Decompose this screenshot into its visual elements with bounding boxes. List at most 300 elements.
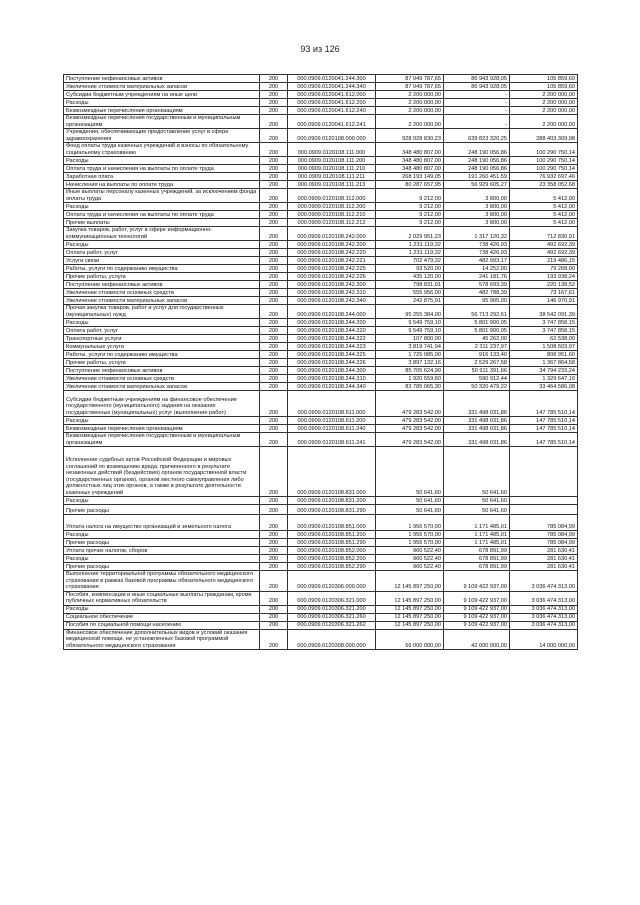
row-approved-amount: 85 705 624,90 [376,367,444,375]
row-approved-amount: 348 480 807,00 [376,165,444,173]
row-line-code: 200 [260,99,288,107]
row-line-code: 200 [260,375,288,383]
table-row [64,351,578,359]
row-line-code: 200 [260,227,288,241]
table-body [64,75,578,650]
row-executed-amount: 2 311 237,97 [444,343,510,351]
row-line-code: 200 [260,539,288,547]
row-classification-code: 000.0909.0120108.242.220 [288,249,376,257]
row-unexecuted-amount: 100 290 750,14 [510,157,578,165]
row-name: Прочие выплаты [64,219,260,227]
row-line-code: 200 [260,391,288,417]
row-line-code: 200 [260,257,288,265]
row-unexecuted-amount: 808 951,60 [510,351,578,359]
table-row [64,497,578,505]
row-name: Расходы [64,531,260,539]
row-classification-code: 000.0909.0120108.611.240 [288,425,376,433]
row-approved-amount: 479 283 542,00 [376,433,444,447]
row-approved-amount: 702 479,32 [376,257,444,265]
row-unexecuted-amount: 79 268,00 [510,265,578,273]
row-name: Безвозмездные перечисления организациям [64,425,260,433]
row-approved-amount: 3 897 132,16 [376,359,444,367]
row-line-code: 200 [260,555,288,563]
row-approved-amount: 555 956,00 [376,289,444,297]
table-row [64,391,578,417]
table-row [64,241,578,249]
row-line-code: 200 [260,629,288,650]
table-row [64,305,578,319]
row-line-code: 200 [260,281,288,289]
row-executed-amount: 191 260 451,59 [444,173,510,181]
row-unexecuted-amount: 785 084,99 [510,515,578,531]
row-classification-code: 000.0909.0120108.242.225 [288,265,376,273]
row-executed-amount: 56 713 292,61 [444,305,510,319]
table-row [64,143,578,157]
row-line-code: 200 [260,203,288,211]
row-classification-code: 000.0909.0120041.612.240 [288,107,376,115]
row-classification-code: 000.0909.0120108.244.000 [288,305,376,319]
row-name: Выполнение территориальной программы обязательного медицинского страхования в рамках базовой программы обязательного медицинского страхования [64,571,260,592]
row-executed-amount: 331 498 031,86 [444,425,510,433]
row-line-code: 200 [260,335,288,343]
row-unexecuted-amount: 3 036 474 313,00 [510,605,578,613]
row-executed-amount: 678 891,99 [444,555,510,563]
row-line-code: 200 [260,265,288,273]
row-classification-code: 000.0909.0120108.112.212 [288,219,376,227]
row-unexecuted-amount: 3 036 474 313,00 [510,621,578,629]
row-name: Оплата работ, услуг [64,327,260,335]
row-executed-amount: 9 109 422 937,00 [444,613,510,621]
row-executed-amount: 95 905,00 [444,297,510,305]
row-unexecuted-amount: 62 538,00 [510,335,578,343]
row-unexecuted-amount: 2 200 000,00 [510,115,578,129]
row-unexecuted-amount: 147 785 510,14 [510,425,578,433]
row-classification-code: 000.0909.0120108.242.226 [288,273,376,281]
row-unexecuted-amount: 73 167,61 [510,289,578,297]
row-approved-amount: 798 831,91 [376,281,444,289]
row-executed-amount: 86 943 928,05 [444,75,510,83]
row-unexecuted-amount [510,505,578,515]
row-unexecuted-amount: 220 138,52 [510,281,578,289]
table-row [64,359,578,367]
table-row [64,203,578,211]
row-approved-amount: 1 920 559,60 [376,375,444,383]
table-row [64,447,578,497]
row-executed-amount: 86 943 928,05 [444,83,510,91]
row-approved-amount: 80 287 657,95 [376,181,444,189]
row-unexecuted-amount: 5 412,00 [510,203,578,211]
table-row [64,227,578,241]
row-line-code: 200 [260,319,288,327]
row-classification-code: 000.0909.0120108.111.211 [288,173,376,181]
table-row [64,571,578,592]
table-row [64,605,578,613]
row-classification-code: 000.0909.0120306.321.200 [288,605,376,613]
table-row [64,281,578,289]
table-row [64,433,578,447]
row-name: Прочие работы, услуги [64,359,260,367]
row-classification-code: 000.0909.0120108.244.220 [288,327,376,335]
row-unexecuted-amount: 23 358 052,68 [510,181,578,189]
row-line-code: 200 [260,605,288,613]
row-executed-amount: 50 641,60 [444,497,510,505]
row-classification-code: 000.0909.0120108.831.200 [288,497,376,505]
row-executed-amount: 248 190 056,86 [444,165,510,173]
row-name: Услуги связи [64,257,260,265]
row-classification-code: 000.0909.0120108.244.225 [288,351,376,359]
row-executed-amount: - [444,107,510,115]
row-unexecuted-amount: 1 329 647,16 [510,375,578,383]
table-row [64,629,578,650]
row-classification-code: 000.0909.0120108.242.200 [288,241,376,249]
row-unexecuted-amount: 281 630,41 [510,555,578,563]
row-approved-amount: 9 212,00 [376,219,444,227]
row-approved-amount: 2 200 000,00 [376,115,444,129]
row-executed-amount: - [444,115,510,129]
row-executed-amount: 678 891,99 [444,563,510,571]
table-row [64,181,578,189]
table-row [64,99,578,107]
row-executed-amount: 331 498 031,86 [444,417,510,425]
row-classification-code: 000.0909.0120041.244.340 [288,83,376,91]
row-executed-amount: 738 426,93 [444,241,510,249]
row-unexecuted-amount [510,497,578,505]
table-row [64,591,578,605]
row-classification-code: 000.0909.0120108.244.200 [288,319,376,327]
row-unexecuted-amount: 785 084,99 [510,539,578,547]
row-line-code: 200 [260,173,288,181]
row-classification-code: 000.0909.0120108.111.000 [288,143,376,157]
row-approved-amount: 9 212,00 [376,211,444,219]
row-line-code: 200 [260,531,288,539]
row-unexecuted-amount: 712 830,91 [510,227,578,241]
table-row [64,613,578,621]
row-unexecuted-amount: 1 508 503,97 [510,343,578,351]
row-unexecuted-amount: 3 747 858,15 [510,327,578,335]
row-unexecuted-amount: 33 464 586,08 [510,383,578,391]
row-name: Уплата прочих налогов, сборов [64,547,260,555]
row-line-code: 200 [260,563,288,571]
row-name: Субсидии бюджетным учреждениям на иные цели [64,91,260,99]
row-name: Оплата работ, услуг [64,249,260,257]
row-name: Прочие расходы [64,505,260,515]
row-name: Расходы [64,203,260,211]
row-name: Пособия по социальной помощи населению [64,621,260,629]
row-classification-code: 000.0909.0120108.242.310 [288,289,376,297]
row-unexecuted-amount: 105 859,60 [510,83,578,91]
row-line-code: 200 [260,571,288,592]
row-classification-code: 000.0909.0120108.852.000 [288,547,376,555]
row-line-code: 200 [260,143,288,157]
row-executed-amount: 1 171 485,01 [444,539,510,547]
row-name: Безвозмездные перечисления государственным и муниципальным организациям [64,433,260,447]
row-unexecuted-amount: 288 403 309,98 [510,129,578,143]
row-approved-amount: 12 145 897 250,00 [376,605,444,613]
row-approved-amount: 50 641,60 [376,447,444,497]
row-executed-amount: 916 133,40 [444,351,510,359]
row-approved-amount: 479 283 542,00 [376,425,444,433]
table-row [64,219,578,227]
row-line-code: 200 [260,211,288,219]
row-executed-amount: 2 529 267,58 [444,359,510,367]
table-row [64,273,578,281]
row-approved-amount: 2 200 000,00 [376,99,444,107]
row-unexecuted-amount: 2 200 000,00 [510,99,578,107]
row-executed-amount: 9 109 422 937,00 [444,571,510,592]
row-approved-amount: 12 145 897 250,00 [376,613,444,621]
table-row [64,257,578,265]
table-row [64,319,578,327]
row-unexecuted-amount: 3 036 474 313,00 [510,613,578,621]
row-line-code: 200 [260,497,288,505]
table-row [64,383,578,391]
row-name: Поступление нефинансовых активов [64,75,260,83]
row-executed-amount: 3 800,00 [444,211,510,219]
row-executed-amount: 331 498 031,86 [444,391,510,417]
row-unexecuted-amount: 5 412,00 [510,219,578,227]
table-row [64,91,578,99]
table-row [64,515,578,531]
row-classification-code: 000.0909.0120108.242.340 [288,297,376,305]
row-unexecuted-amount: 219 486,15 [510,257,578,265]
row-unexecuted-amount: 147 785 510,14 [510,417,578,425]
row-line-code: 200 [260,621,288,629]
row-unexecuted-amount: 14 000 000,00 [510,629,578,650]
row-executed-amount: 1 171 485,01 [444,515,510,531]
row-classification-code: 000.0909.0120108.831.290 [288,505,376,515]
row-unexecuted-amount: 105 859,60 [510,75,578,83]
table-row [64,211,578,219]
row-unexecuted-amount [510,447,578,497]
table-row [64,555,578,563]
row-name: Работы, услуги по содержанию имущества [64,265,260,273]
row-line-code: 200 [260,515,288,531]
row-executed-amount: 248 190 056,86 [444,143,510,157]
row-classification-code: 000.0909.0120108.111.200 [288,157,376,165]
row-approved-amount: 479 283 542,00 [376,417,444,425]
table-row [64,165,578,173]
row-classification-code: 000.0909.0120108.112.210 [288,211,376,219]
table-row [64,157,578,165]
row-name: Поступление нефинансовых активов [64,281,260,289]
row-approved-amount: 242 875,91 [376,297,444,305]
row-executed-amount: 3 800,00 [444,219,510,227]
row-classification-code: 000.0909.0120108.112.000 [288,189,376,203]
row-executed-amount: 3 800,00 [444,189,510,203]
row-executed-amount: 482 788,39 [444,289,510,297]
row-approved-amount: 9 549 759,10 [376,327,444,335]
table-row [64,83,578,91]
row-classification-code: 000.0909.0120108.244.340 [288,383,376,391]
row-approved-amount: 56 000 000,00 [376,629,444,650]
row-name: Начисления на выплаты по оплате труда [64,181,260,189]
table-row [64,107,578,115]
row-line-code: 200 [260,327,288,335]
row-name: Расходы [64,417,260,425]
row-line-code: 200 [260,447,288,497]
row-approved-amount: 928 028 830,23 [376,129,444,143]
row-approved-amount: 1 956 570,00 [376,539,444,547]
row-name: Безвозмездные перечисления организациям [64,107,260,115]
row-line-code: 200 [260,613,288,621]
table-row [64,189,578,203]
row-approved-amount: 50 641,60 [376,505,444,515]
row-classification-code: 000.0909.0120108.000.000 [288,129,376,143]
row-approved-amount: 95 255 384,00 [376,305,444,319]
table-row [64,563,578,571]
row-unexecuted-amount: 492 692,39 [510,249,578,257]
row-line-code: 200 [260,241,288,249]
row-classification-code: 000.0909.0120108.244.300 [288,367,376,375]
row-executed-amount: 578 693,39 [444,281,510,289]
row-executed-amount: 590 912,44 [444,375,510,383]
row-line-code: 200 [260,343,288,351]
row-executed-amount: 639 823 320,25 [444,129,510,143]
row-classification-code: 000.0909.0120108.244.226 [288,359,376,367]
row-approved-amount: 9 549 759,10 [376,319,444,327]
row-approved-amount: 435 120,00 [376,273,444,281]
row-executed-amount: 9 109 422 937,00 [444,605,510,613]
row-approved-amount: 87 049 787,65 [376,83,444,91]
row-unexecuted-amount: 100 290 750,14 [510,165,578,173]
budget-execution-table [63,74,578,650]
row-line-code: 200 [260,157,288,165]
row-unexecuted-amount: 785 084,99 [510,531,578,539]
row-approved-amount: 960 522,40 [376,555,444,563]
row-unexecuted-amount: 3 747 858,15 [510,319,578,327]
row-classification-code: 000.0909.0120108.611.241 [288,433,376,447]
row-unexecuted-amount: 281 630,41 [510,547,578,555]
row-classification-code: 000.0909.0120306.321.000 [288,591,376,605]
row-approved-amount: 12 145 897 250,00 [376,571,444,592]
row-name: Увеличение стоимости основных средств [64,289,260,297]
row-classification-code: 000.0909.0120041.244.300 [288,75,376,83]
row-unexecuted-amount: 5 412,00 [510,211,578,219]
table-row [64,531,578,539]
row-executed-amount: 1 317 120,32 [444,227,510,241]
row-executed-amount: 9 109 422 937,00 [444,621,510,629]
row-executed-amount: - [444,99,510,107]
row-approved-amount: 9 212,00 [376,189,444,203]
table-row [64,335,578,343]
row-approved-amount: 9 212,00 [376,203,444,211]
row-name: Субсидии бюджетным учреждениям на финансовое обеспечение государственного (муниципального) задания на оказание государственных (муниципальных) услуг (выполнение работ) [64,391,260,417]
row-executed-amount: 331 498 031,86 [444,433,510,447]
row-executed-amount: 5 801 900,95 [444,327,510,335]
row-classification-code: 000.0909.0120108.831.000 [288,447,376,497]
row-line-code: 200 [260,75,288,83]
row-classification-code: 000.0909.0120108.611.000 [288,391,376,417]
table-row [64,621,578,629]
row-approved-amount: 960 522,40 [376,547,444,555]
row-line-code: 200 [260,165,288,173]
row-executed-amount: - [444,91,510,99]
table-row [64,265,578,273]
row-name: Закупка товаров, работ, услуг в сфере информационно-коммуникационных технологий [64,227,260,241]
row-unexecuted-amount: 281 630,41 [510,563,578,571]
row-unexecuted-amount: 147 785 510,14 [510,391,578,417]
row-name: Коммунальные услуги [64,343,260,351]
row-line-code: 200 [260,297,288,305]
row-name: Поступление нефинансовых активов [64,367,260,375]
row-line-code: 200 [260,289,288,297]
table-row [64,343,578,351]
row-line-code: 200 [260,107,288,115]
row-name: Уплата налога на имущество организаций и земельного налога [64,515,260,531]
row-classification-code: 000.0909.0120108.111.210 [288,165,376,173]
row-classification-code: 000.0909.0120108.242.221 [288,257,376,265]
row-executed-amount: 45 262,00 [444,335,510,343]
row-name: Прочая закупка товаров, работ и услуг для государственных (муниципальных) нужд [64,305,260,319]
row-approved-amount: 2 029 951,23 [376,227,444,241]
row-line-code: 200 [260,83,288,91]
row-name: Оплата труда и начисления на выплаты по оплате труда [64,211,260,219]
row-name: Фонд оплаты труда казенных учреждений и взносы по обязательному социальному страхованию [64,143,260,157]
row-name: Социальное обеспечение [64,613,260,621]
row-executed-amount: 482 993,17 [444,257,510,265]
row-name: Увеличение стоимости основных средств [64,375,260,383]
row-line-code: 200 [260,591,288,605]
row-line-code: 200 [260,189,288,203]
row-line-code: 200 [260,115,288,129]
row-classification-code: 000.0909.0120108.242.300 [288,281,376,289]
row-approved-amount: 268 193 149,05 [376,173,444,181]
row-name: Прочие расходы [64,563,260,571]
row-line-code: 200 [260,417,288,425]
table-row [64,249,578,257]
row-classification-code: 000.0909.0120108.852.290 [288,563,376,571]
row-unexecuted-amount: 193 938,24 [510,273,578,281]
row-approved-amount: 83 785 065,30 [376,383,444,391]
row-approved-amount: 2 200 000,00 [376,107,444,115]
row-executed-amount: 50 641,60 [444,505,510,515]
row-line-code: 200 [260,219,288,227]
row-approved-amount: 348 480 807,00 [376,143,444,157]
row-executed-amount: 3 800,00 [444,203,510,211]
row-line-code: 200 [260,433,288,447]
table-row [64,115,578,129]
row-unexecuted-amount: 38 542 091,39 [510,305,578,319]
row-name: Финансовое обеспечение дополнительных видов и условий оказания медицинской помощи, не установленных базовой программой обязательного медицинского страхования [64,629,260,650]
row-name: Заработная плата [64,173,260,181]
row-name: Работы, услуги по содержанию имущества [64,351,260,359]
row-approved-amount: 1 956 570,00 [376,515,444,531]
row-unexecuted-amount: 100 290 750,14 [510,143,578,157]
row-executed-amount: 241 181,76 [444,273,510,281]
row-approved-amount: 3 819 741,94 [376,343,444,351]
table-row [64,375,578,383]
row-name: Увеличение стоимости материальных запасов [64,83,260,91]
row-executed-amount: 50 320 479,22 [444,383,510,391]
row-line-code: 200 [260,305,288,319]
row-approved-amount: 50 641,60 [376,497,444,505]
row-line-code: 200 [260,273,288,281]
row-name: Расходы [64,605,260,613]
row-classification-code: 000.0909.0120306.000.000 [288,571,376,592]
row-classification-code: 000.0909.0120108.111.213 [288,181,376,189]
row-classification-code: 000.0909.0120108.851.290 [288,539,376,547]
row-line-code: 200 [260,505,288,515]
row-executed-amount: 1 171 485,01 [444,531,510,539]
row-name: Учреждения, обеспечивающие предоставление услуг в сфере здравоохранения [64,129,260,143]
row-executed-amount: 50 641,60 [444,447,510,497]
row-classification-code: 000.0909.0120306.321.260 [288,613,376,621]
table-row [64,297,578,305]
row-line-code: 200 [260,351,288,359]
row-name: Прочие расходы [64,539,260,547]
row-name: Транспортные услуги [64,335,260,343]
row-unexecuted-amount: 3 036 474 313,00 [510,591,578,605]
